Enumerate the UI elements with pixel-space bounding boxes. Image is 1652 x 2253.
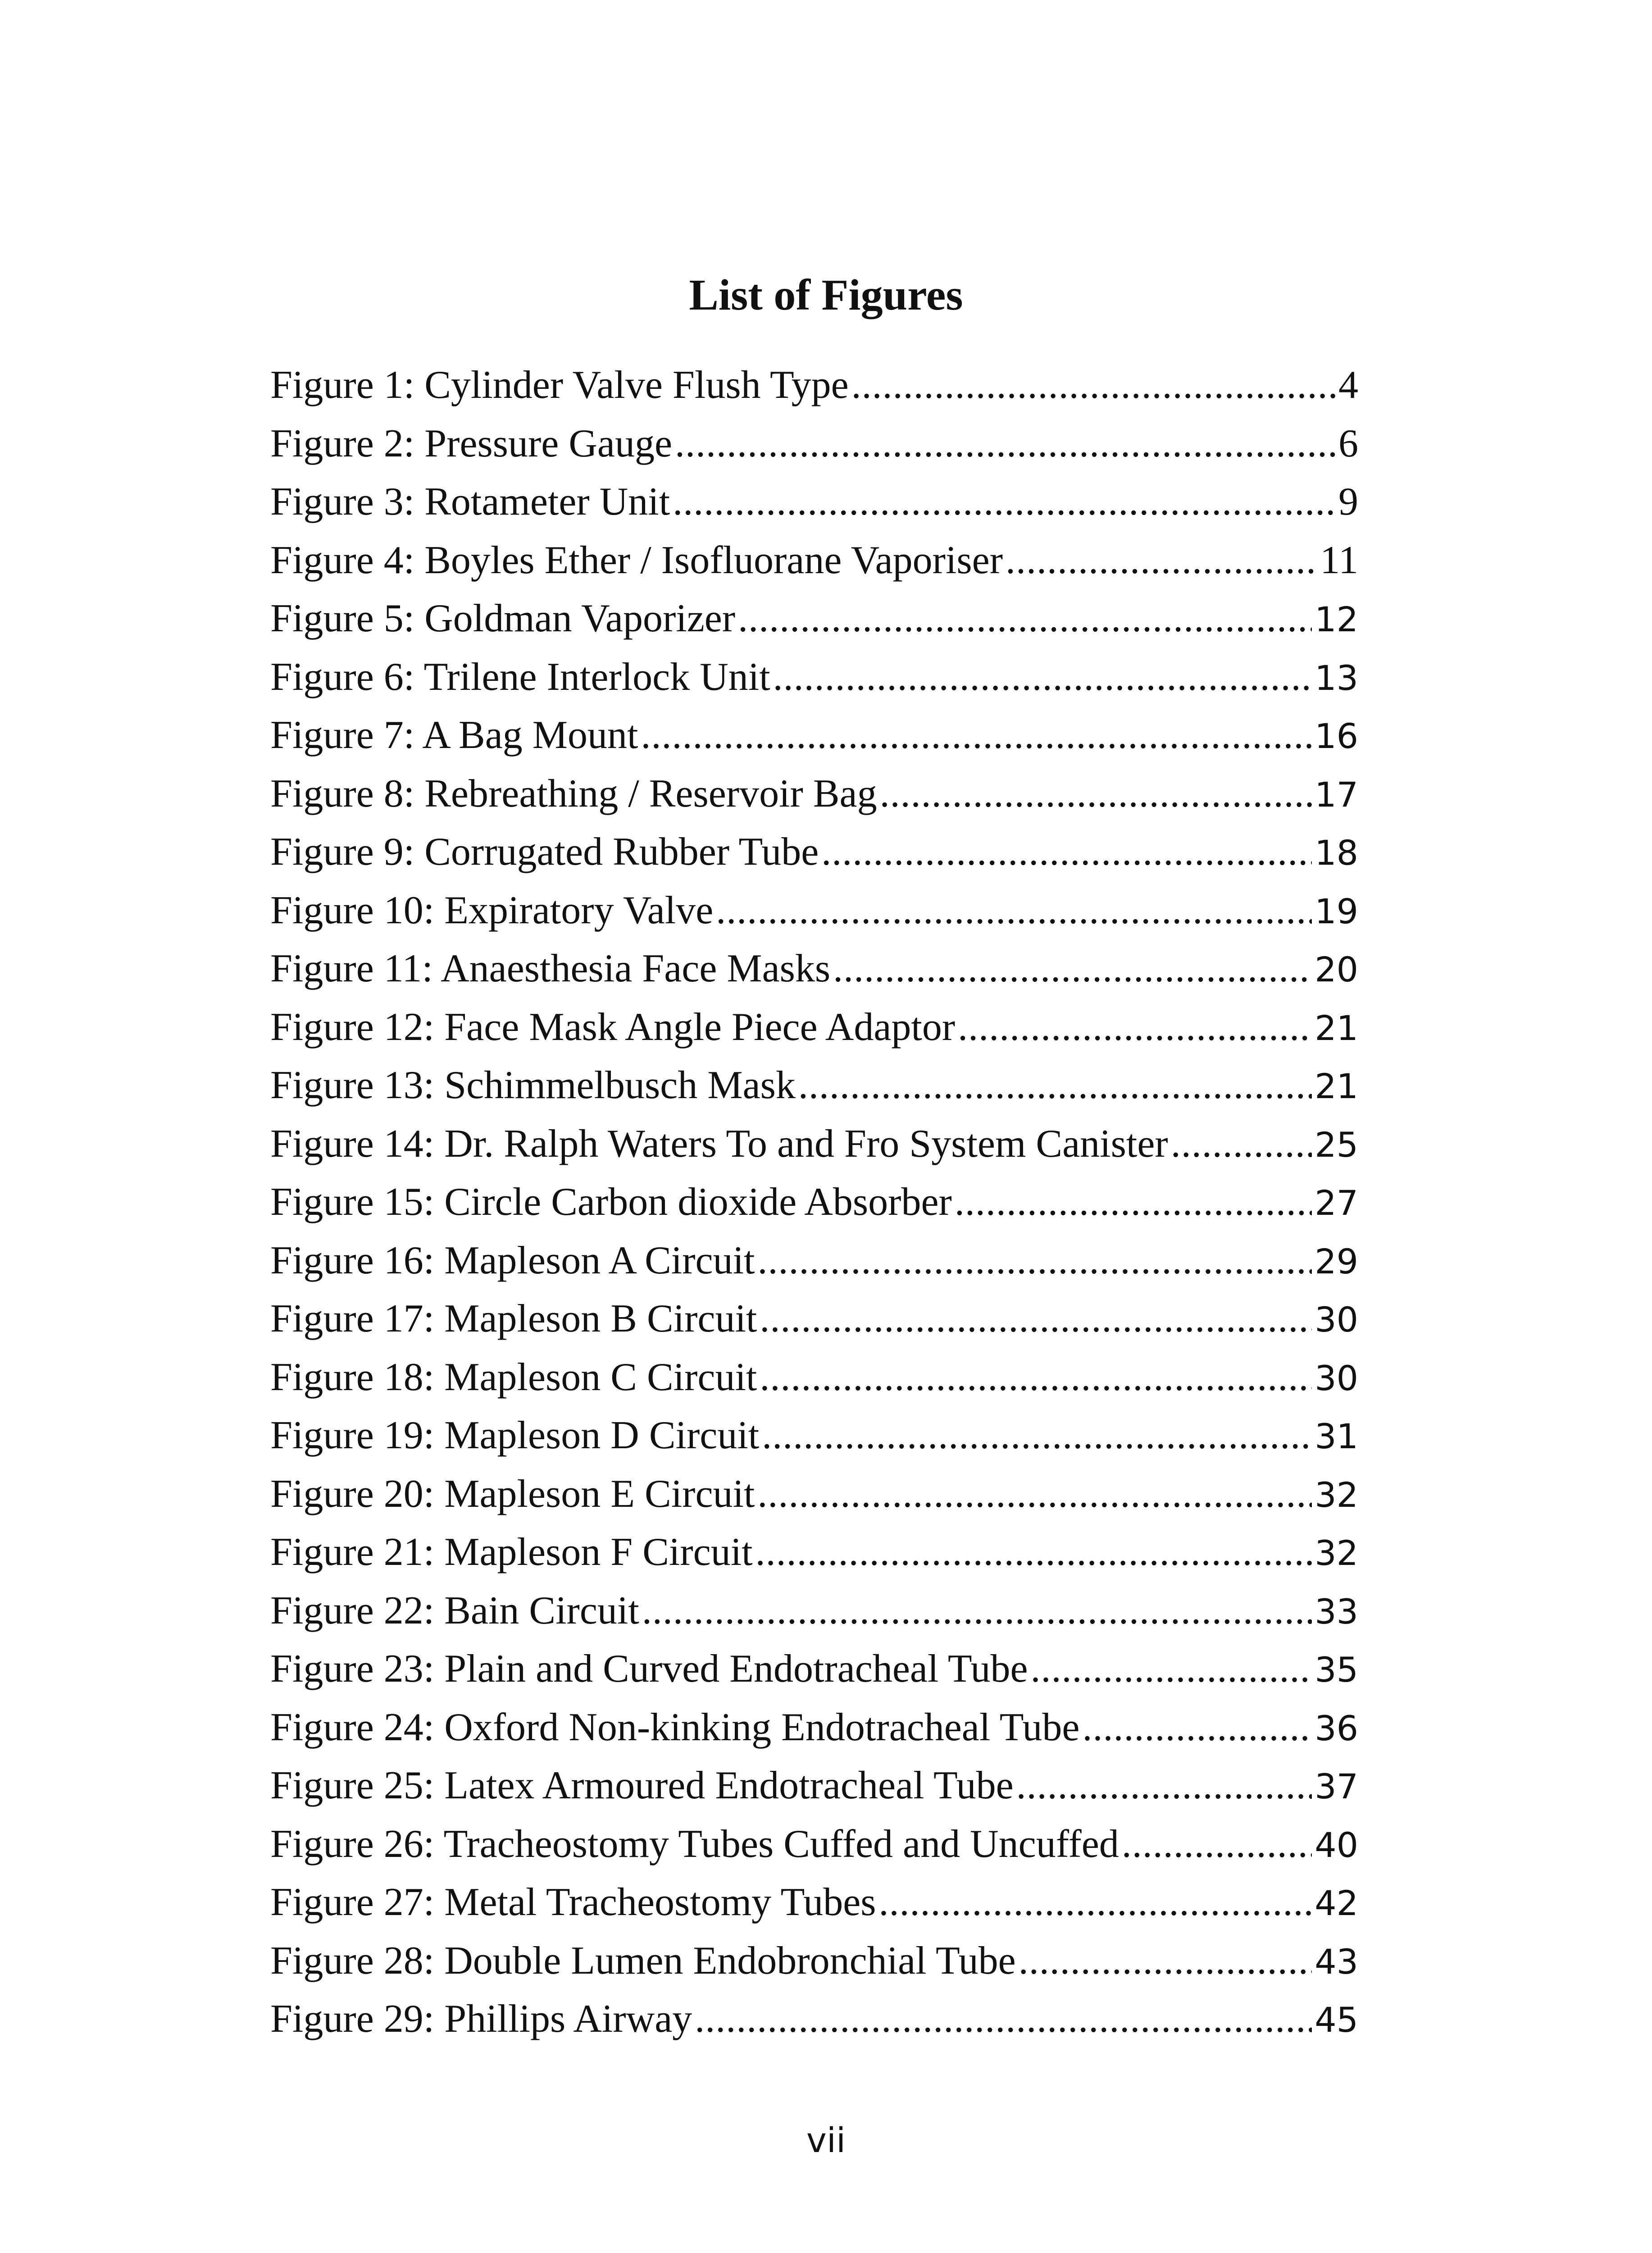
figure-page-number: 32 [1315,1533,1358,1573]
figure-entry[interactable] [270,1115,1358,1173]
figure-page-number: 21 [1315,1008,1358,1048]
figure-page-number: 40 [1315,1824,1358,1865]
figure-entry[interactable] [270,1465,1358,1523]
dot-leader [760,1348,1312,1407]
dot-leader [955,1173,1312,1231]
figure-title: Figure 19: Mapleson D Circuit [270,1414,760,1457]
figure-entry[interactable] [270,1815,1358,1874]
figure-title: Figure 23: Plain and Curved Endotracheal Tube [270,1647,1028,1691]
figure-page-number: 11 [1320,538,1358,582]
figure-page-number: 37 [1315,1766,1358,1806]
dot-leader [642,1582,1312,1640]
dot-leader [851,356,1336,415]
figure-entry[interactable] [270,1756,1358,1815]
figure-page-number: 9 [1338,480,1358,524]
figure-page-number: 27 [1315,1183,1358,1223]
figure-title: Figure 5: Goldman Vaporizer [270,597,736,640]
figure-page-number: 36 [1315,1708,1358,1748]
dot-leader [641,706,1312,765]
figure-title: Figure 29: Phillips Airway [270,1997,692,2041]
figure-entry[interactable] [270,1406,1358,1465]
dot-leader [760,1290,1312,1348]
figure-page-number: 32 [1315,1474,1358,1515]
figure-title: Figure 4: Boyles Ether / Isofluorane Vaporiser [270,538,1003,582]
dot-leader [762,1406,1312,1465]
figure-title: Figure 14: Dr. Ralph Waters To and Fro System Canister [270,1122,1168,1166]
page-title: List of Figures [689,271,963,319]
figure-entry[interactable] [270,998,1358,1057]
dot-leader [1006,531,1317,590]
figure-entry[interactable] [270,589,1358,648]
figure-entry[interactable] [270,1873,1358,1932]
dot-leader [1082,1698,1312,1757]
dot-leader [738,589,1312,648]
figure-title: Figure 9: Corrugated Rubber Tube [270,830,819,874]
figure-entry[interactable] [270,881,1358,940]
figure-entry[interactable] [270,415,1358,473]
dot-leader [879,1873,1312,1932]
figure-title: Figure 26: Tracheostomy Tubes Cuffed and Uncuffed [270,1822,1119,1866]
figure-entry[interactable] [270,1056,1358,1115]
figure-page-number: 18 [1315,833,1358,873]
figure-entry[interactable] [270,1698,1358,1757]
dot-leader [673,473,1336,531]
figure-title: Figure 21: Mapleson F Circuit [270,1530,753,1574]
figure-page-number: 16 [1315,716,1358,756]
figure-page-number: 31 [1315,1416,1358,1456]
figure-page-number: 6 [1338,421,1358,465]
dot-leader [798,1056,1312,1115]
figure-title: Figure 20: Mapleson E Circuit [270,1472,755,1516]
figure-title: Figure 22: Bain Circuit [270,1588,639,1633]
figure-title: Figure 3: Rotameter Unit [270,480,670,524]
figure-entry[interactable] [270,356,1358,415]
dot-leader [695,1990,1312,2048]
figure-page-number: 30 [1315,1300,1358,1340]
figure-page-number: 13 [1315,657,1358,698]
figure-page-number: 20 [1315,949,1358,990]
figure-page-number: 30 [1315,1358,1358,1398]
figure-title: Figure 12: Face Mask Angle Piece Adaptor [270,1005,956,1049]
figure-title: Figure 8: Rebreathing / Reservoir Bag [270,771,877,816]
figure-page-number: 17 [1315,774,1358,815]
dot-leader [1031,1640,1312,1698]
dot-leader [758,1231,1312,1290]
dot-leader [1171,1115,1312,1173]
figure-title: Figure 15: Circle Carbon dioxide Absorber [270,1180,952,1224]
figure-page-number: 25 [1315,1124,1358,1165]
dot-leader [675,415,1336,473]
figure-title: Figure 13: Schimmelbusch Mask [270,1063,796,1107]
dot-leader [958,998,1312,1057]
figure-page-number: 42 [1315,1883,1358,1923]
figure-title: Figure 25: Latex Armoured Endotracheal Tube [270,1764,1014,1807]
figure-page-number: 43 [1315,1941,1358,1982]
figure-entry[interactable] [270,473,1358,531]
figure-entry[interactable] [270,706,1358,765]
figure-entry[interactable] [270,531,1358,590]
dot-leader [821,823,1312,881]
figure-entry[interactable] [270,1348,1358,1407]
figure-entry[interactable] [270,1290,1358,1348]
figure-title: Figure 17: Mapleson B Circuit [270,1297,757,1341]
figure-list [270,356,1358,2048]
figure-entry[interactable] [270,940,1358,998]
dot-leader [1122,1815,1312,1874]
figure-title: Figure 24: Oxford Non-kinking Endotracheal Tube [270,1705,1080,1749]
dot-leader [755,1523,1312,1582]
dot-leader [716,881,1312,940]
dot-leader [1019,1932,1312,1990]
dot-leader [880,765,1312,823]
figure-entry[interactable] [270,765,1358,823]
figure-page-number: 45 [1315,2000,1358,2040]
figure-title: Figure 16: Mapleson A Circuit [270,1238,755,1282]
page-number-footer: vii [806,2120,846,2160]
figure-title: Figure 1: Cylinder Valve Flush Type [270,363,849,407]
dot-leader [1016,1756,1312,1815]
figure-title: Figure 2: Pressure Gauge [270,421,673,465]
figure-entry[interactable] [270,1523,1358,1582]
figure-entry[interactable] [270,823,1358,881]
figure-entry[interactable] [270,648,1358,707]
figure-page-number: 35 [1315,1650,1358,1690]
figure-title: Figure 6: Trilene Interlock Unit [270,655,770,699]
figure-entry[interactable] [270,1582,1358,1640]
figure-page-number: 33 [1315,1591,1358,1632]
figure-title: Figure 18: Mapleson C Circuit [270,1355,757,1399]
figure-page-number: 12 [1315,599,1358,639]
dot-leader [773,648,1312,707]
figure-title: Figure 28: Double Lumen Endobronchial Tube [270,1938,1016,1983]
figure-page-number: 19 [1315,891,1358,931]
figure-title: Figure 7: A Bag Mount [270,713,638,757]
figure-title: Figure 11: Anaesthesia Face Masks [270,947,831,990]
dot-leader [833,940,1312,998]
figure-title: Figure 10: Expiratory Valve [270,888,714,932]
figure-entry[interactable] [270,1932,1358,1990]
figure-page-number: 29 [1315,1241,1358,1282]
figure-page-number: 21 [1315,1066,1358,1106]
figure-title: Figure 27: Metal Tracheostomy Tubes [270,1880,876,1924]
figure-page-number: 4 [1338,363,1358,407]
figure-entry[interactable] [270,1231,1358,1290]
dot-leader [757,1465,1312,1523]
figure-entry[interactable] [270,1173,1358,1231]
figure-entry[interactable] [270,1990,1358,2048]
figure-entry[interactable] [270,1640,1358,1698]
